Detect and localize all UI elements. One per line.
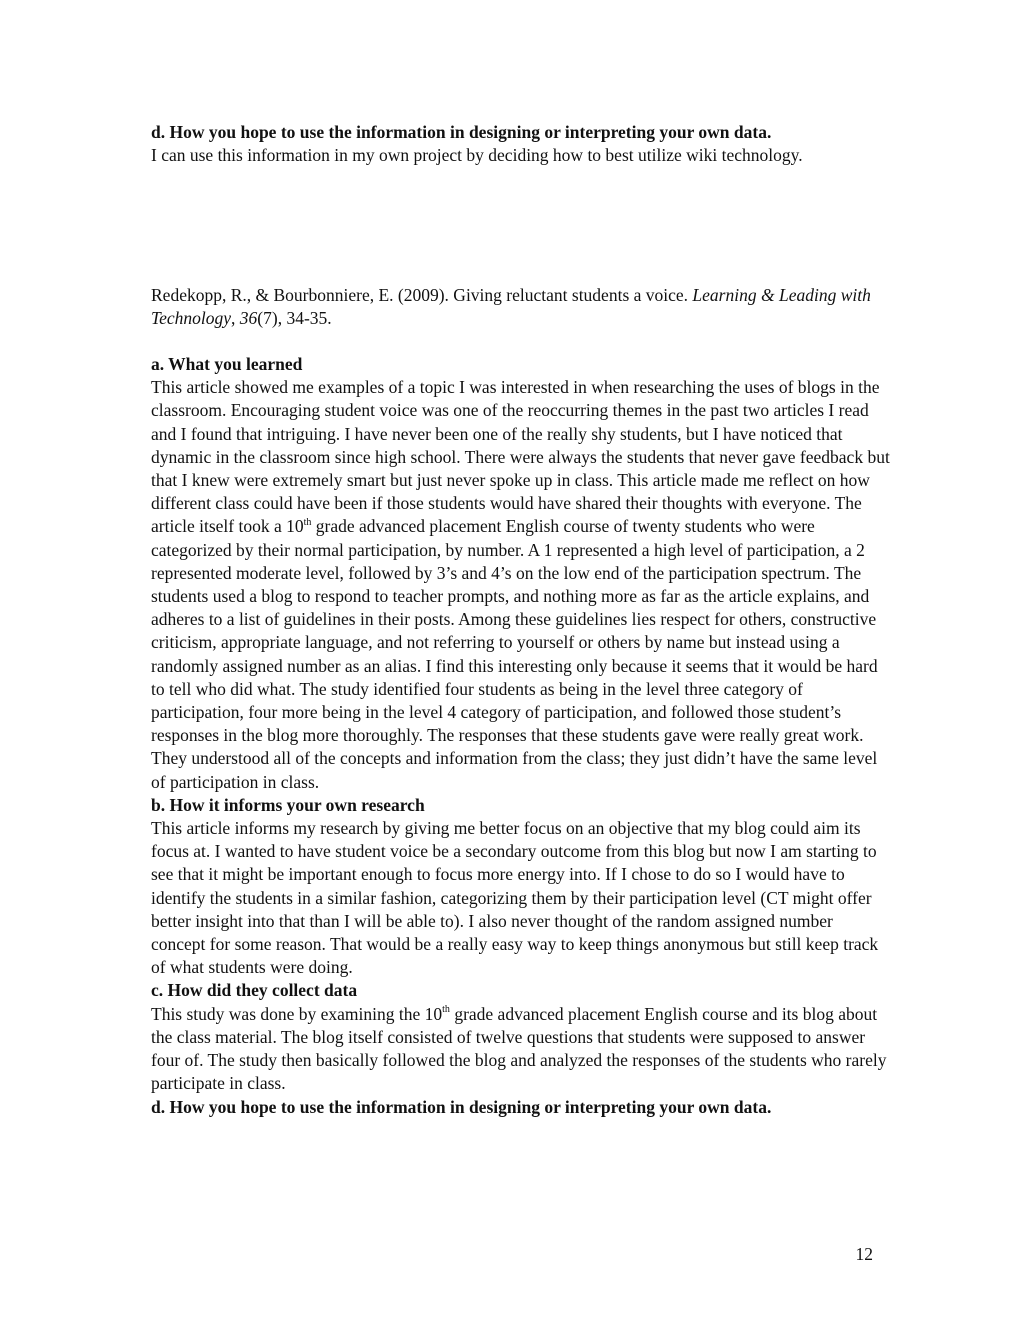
section-text-c: This study was done by examining the 10th grade advanced placement English course and its blog about the class material. The blog itself consisted of twelve questions that students were supposed to answer four of. The study then basically followed the blog and analyzed the responses of the students who rarely participate in class. [151,1003,887,1094]
section-text-b: This article informs my research by giving me better focus on an objective that my blog could aim its focus at. I wanted to have student voice be a secondary outcome from this blog but now I am starting to see that it might be important enough to focus more energy into. If I chose to do so I would have to identify the students in a similar fashion, categorizing them by their participation level (CT might offer better insight into that than I will be able to). I also never thought of the random assigned number concept for some reason. That would be a really easy way to keep things anonymous but still keep track of what students were doing. [151,818,879,978]
citation-authors: Redekopp, R., & Bourbonniere, E. (2009). Giving reluctant students a voice. [151,285,693,305]
section-text: I can use this information in my own project by deciding how to best utilize wiki technology. [151,145,803,166]
section-a [151,353,891,1119]
citation [151,284,891,330]
section-heading-b: b. How it informs your own research [151,794,425,815]
citation-journal: Learning & Leading with Technology [151,285,871,329]
section-heading-d: d. How you hope to use the information in designing or interpreting your own data. [151,1096,772,1117]
page-number: 12 [855,1244,873,1264]
section-text: This article showed me examples of a topic I was interested in when researching the uses of blogs in the classroom. Encouraging student voice was one of the reoccurring themes in the past two articles I read and I found that intriguing. I have never been one of the really shy students, but I have noticed that dynamic in the classroom since high school. There were always the students that never gave feedback but that I knew were extremely smart but just never spoke up in class. This article made me reflect on how different class could have been if those students would have shared their thoughts with everyone. The article itself took a 10th grade advanced placement English course of twenty students who were categorized by their normal participation, by number. A 1 represented a high level of participation, a 2 represented moderate level, followed by 3’s and 4’s on the low end of the participation spectrum. The students used a blog to respond to teacher prompts, and nothing more as far as the article explains, and adheres to a list of guidelines in their posts. Among these guidelines lies respect for others, constructive criticism, appropriate language, and not referring to yourself or others by name but instead using a randomly assigned number as an alias. I find this interesting only because it seems that it would be hard to tell who did what. The study identified four students as being in the level three category of participation, four more being in the level 4 category of participation, and followed those student’s responses in the blog more thoroughly. The responses that these students gave were really great work. They understood all of the concepts and information from the class; they just didn’t have the same level of participation in class. [151,377,890,792]
section-heading: d. How you hope to use the information in designing or interpreting your own data. [151,122,772,142]
section-top [151,121,891,167]
citation-comma: , [231,308,240,329]
section-heading-c: c. How did they collect data [151,980,358,1001]
superscript: th [303,516,312,528]
section-heading: a. What you learned [151,354,303,374]
citation-issue-pages: (7), 34-35. [257,308,332,329]
superscript: th [442,1003,450,1015]
citation-volume: 36 [239,308,258,329]
